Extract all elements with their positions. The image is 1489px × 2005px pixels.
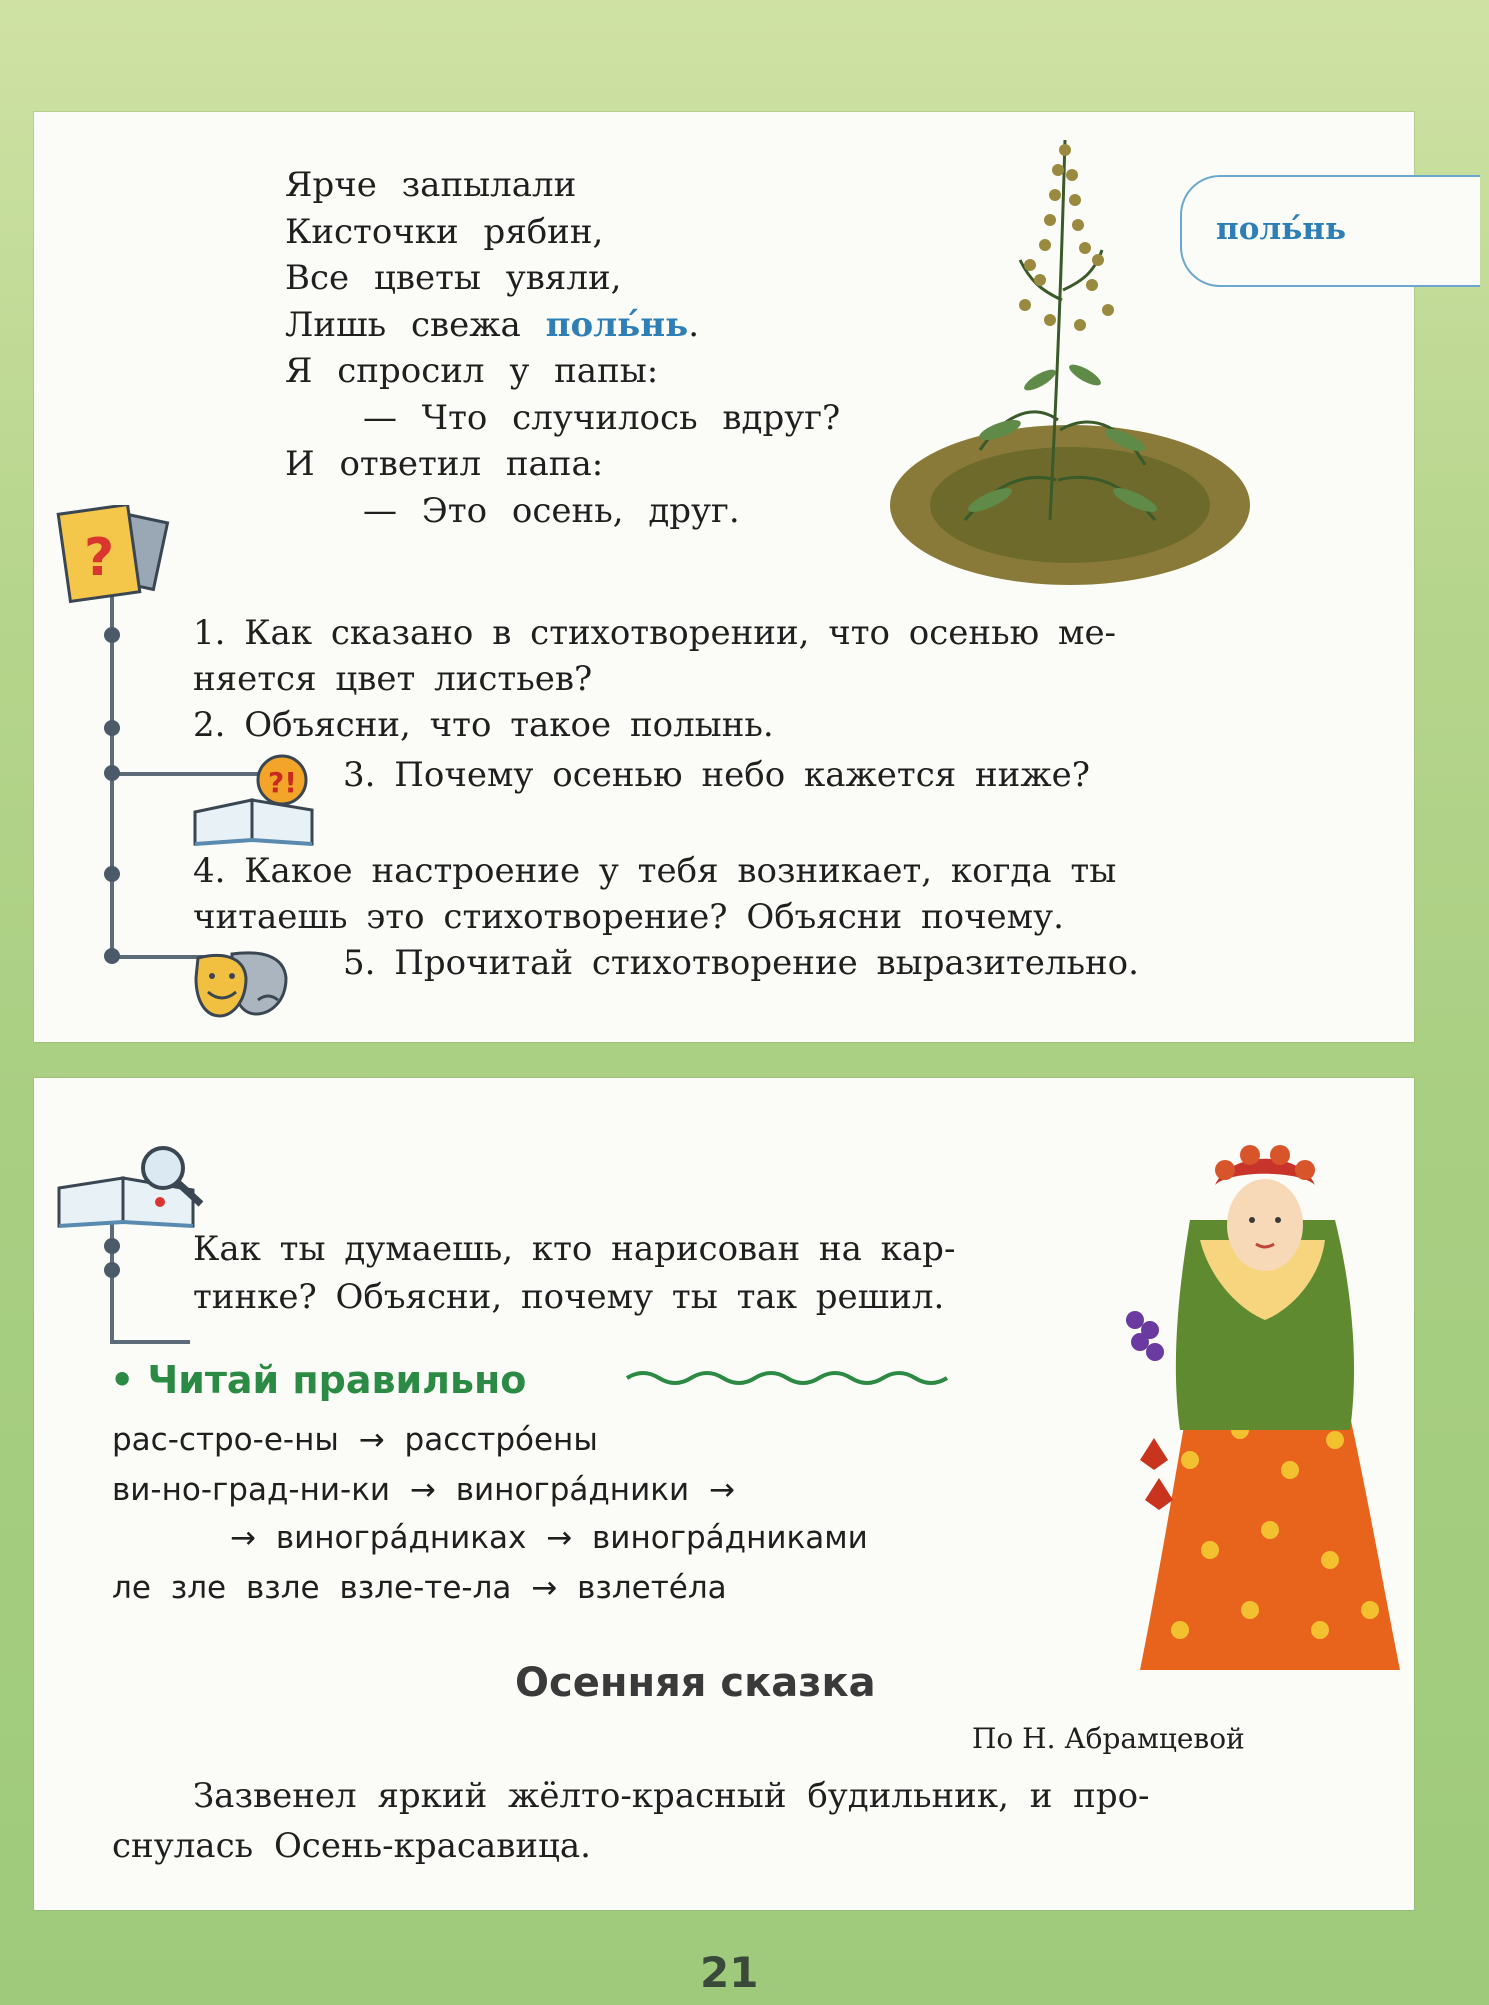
question-1-line-2: няется цвет листьев? — [193, 659, 593, 699]
story-author: По Н. Абрамцевой — [972, 1722, 1245, 1755]
question-card-icon — [56, 505, 171, 605]
poem — [285, 162, 840, 534]
poem-line-4-text: Лишь свежа — [285, 304, 546, 345]
poem-highlight-word: поль́нь — [545, 304, 689, 345]
poem-line-7: И ответил папа: — [285, 444, 604, 484]
question-bullet-3 — [104, 765, 120, 781]
vocabulary-tag-word: поль́нь — [1216, 211, 1346, 247]
poem-line-2: Кисточки рябин, — [285, 211, 604, 252]
question-bullet-5 — [104, 948, 120, 964]
svg-text:?: ? — [84, 528, 115, 588]
syllable-line-3: → виногра́дниках → виногра́дниками — [230, 1520, 868, 1556]
svg-text:?!: ?! — [268, 766, 298, 799]
poem-line-4-end: . — [688, 304, 700, 345]
question-3: 3. Почему осенью небо кажется ниже? — [343, 755, 1090, 795]
theater-masks-icon — [192, 948, 292, 1020]
poem-line-3: Все цветы увяли, — [285, 258, 622, 298]
picture-question-line-1: Как ты думаешь, кто нарисован на кар- — [193, 1229, 956, 1269]
read-correctly-heading: • Читай правильно — [110, 1358, 527, 1402]
book-discussion-icon — [190, 752, 320, 847]
poem-line-6: — Что случилось вдруг? — [363, 397, 841, 438]
story-title: Осенняя сказка — [515, 1660, 876, 1706]
poem-line-4 — [285, 302, 840, 349]
question-2: 2. Объясни, что такое полынь. — [193, 705, 774, 745]
syllable-line-4: ле зле взле взле-те-ла → взлете́ла — [112, 1570, 727, 1606]
book-magnifier-icon — [55, 1140, 210, 1230]
page-number: 21 — [700, 1948, 759, 1997]
story-line-2: снулась Осень-красавица. — [112, 1826, 591, 1866]
picture-question-bullet-1 — [104, 1238, 120, 1254]
question-bullet-2 — [104, 720, 120, 736]
question-1-line-1: 1. Как сказано в стихотворении, что осенью ме- — [193, 613, 1117, 653]
vocabulary-tag — [1180, 175, 1480, 287]
question-4-line-2: читаешь это стихотворение? Объясни почему. — [193, 897, 1064, 937]
wavy-underline-decoration — [625, 1366, 960, 1390]
question-bullet-1 — [104, 627, 120, 643]
poem-line-8: — Это осень, друг. — [363, 490, 740, 531]
question-5: 5. Прочитай стихотворение выразительно. — [343, 943, 1139, 983]
picture-question-bullet-2 — [104, 1262, 120, 1278]
poem-line-1: Ярче запылали — [285, 165, 577, 205]
syllable-line-1: рас-стро-е-ны → расстро́ены — [112, 1422, 598, 1458]
picture-question-bracket-line — [110, 1212, 114, 1344]
poem-line-5: Я спросил у папы: — [285, 351, 659, 391]
picture-bracket-branch — [110, 1340, 190, 1344]
story-line-1: Зазвенел яркий жёлто-красный будильник, и про- — [193, 1776, 1150, 1816]
picture-question-line-2: тинке? Объясни, почему ты так решил. — [193, 1277, 945, 1317]
autumn-lady-illustration — [1120, 1130, 1410, 1680]
question-4-line-1: 4. Какое настроение у тебя возникает, когда ты — [193, 851, 1117, 891]
syllable-line-2: ви-но-град-ни-ки → виногра́дники → — [112, 1472, 735, 1508]
question-bullet-4 — [104, 866, 120, 882]
